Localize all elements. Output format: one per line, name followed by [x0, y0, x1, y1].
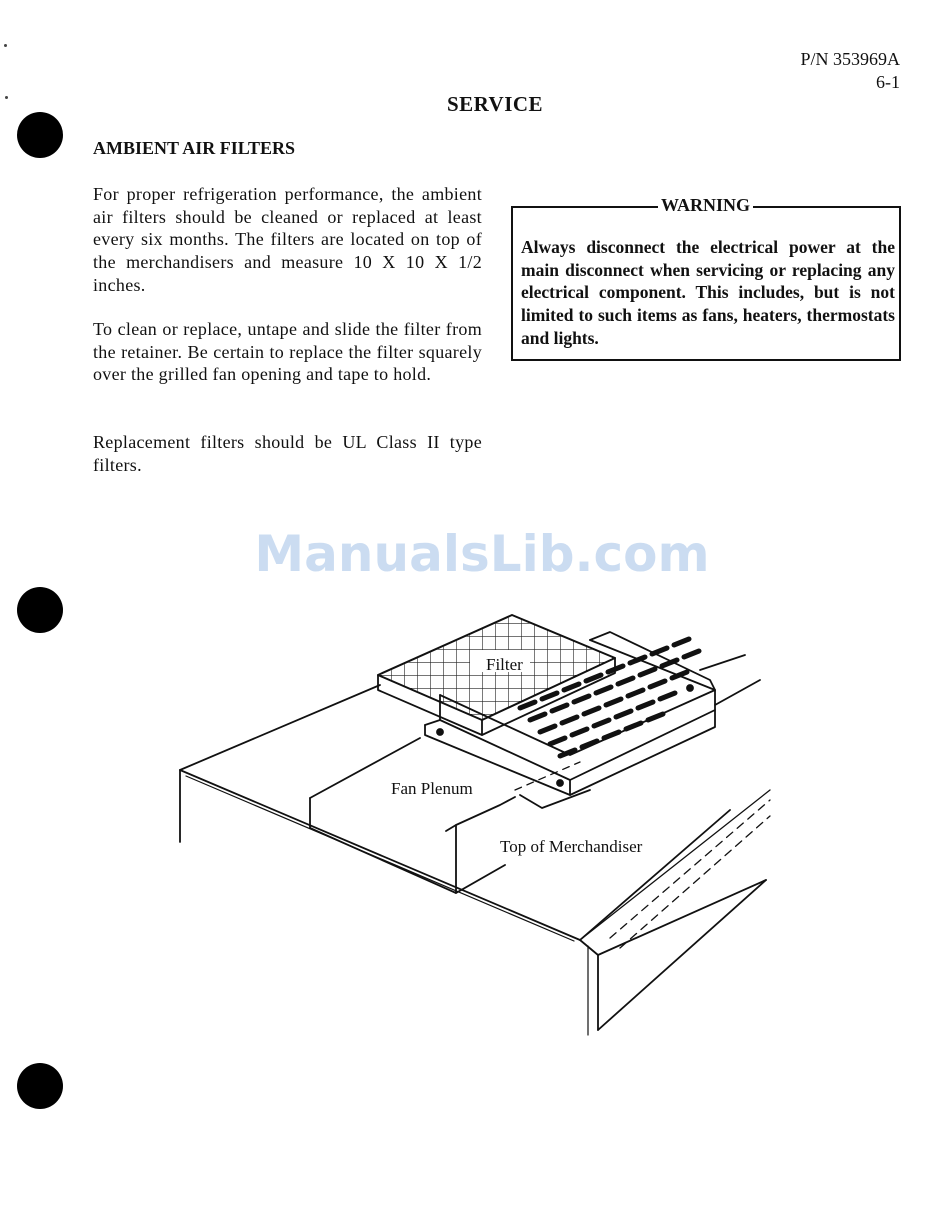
fan-plenum: [310, 797, 515, 893]
page-number: 6-1: [876, 72, 900, 92]
scan-speck: [4, 44, 7, 47]
watermark: ManualsLib.com: [254, 525, 710, 583]
label-top-of-merchandiser: Top of Merchandiser: [500, 837, 643, 856]
part-number: P/N 353969A: [800, 49, 900, 69]
binder-hole-top: [17, 112, 63, 158]
section-heading: AMBIENT AIR FILTERS: [93, 138, 296, 158]
filter-illustration: [170, 610, 790, 1050]
warning-text: Always disconnect the electrical power at the main disconnect when servicing or replacing any electrical component. This includes, but is not limited to such items as fans, heaters, thermostats and lights.: [521, 237, 895, 348]
merchandiser-top-edge: [180, 685, 380, 770]
page-reference: [800, 48, 900, 94]
binder-hole-bottom: [17, 1063, 63, 1109]
label-fan-plenum: Fan Plenum: [391, 779, 473, 798]
paragraph-filter-schedule: For proper refrigeration performance, the ambient air filters should be cleaned or replaced at least every six months. The filters are located on top of the merchandisers and measure 10 X 10 X 1/2 inches.: [93, 184, 482, 295]
warning-title: WARNING: [658, 195, 753, 216]
page-title: SERVICE: [446, 92, 544, 116]
binder-hole-middle: [17, 587, 63, 633]
warning-box: [511, 195, 901, 361]
merchandiser-corner: [580, 940, 598, 1030]
label-filter: Filter: [486, 655, 523, 674]
paragraph-replacement-filters: Replacement filters should be UL Class II type filters.: [93, 432, 482, 475]
paragraph-clean-replace: To clean or replace, untape and slide the filter from the retainer. Be certain to replace the filter squarely over the grilled fan opening and tape to hold.: [93, 319, 482, 385]
